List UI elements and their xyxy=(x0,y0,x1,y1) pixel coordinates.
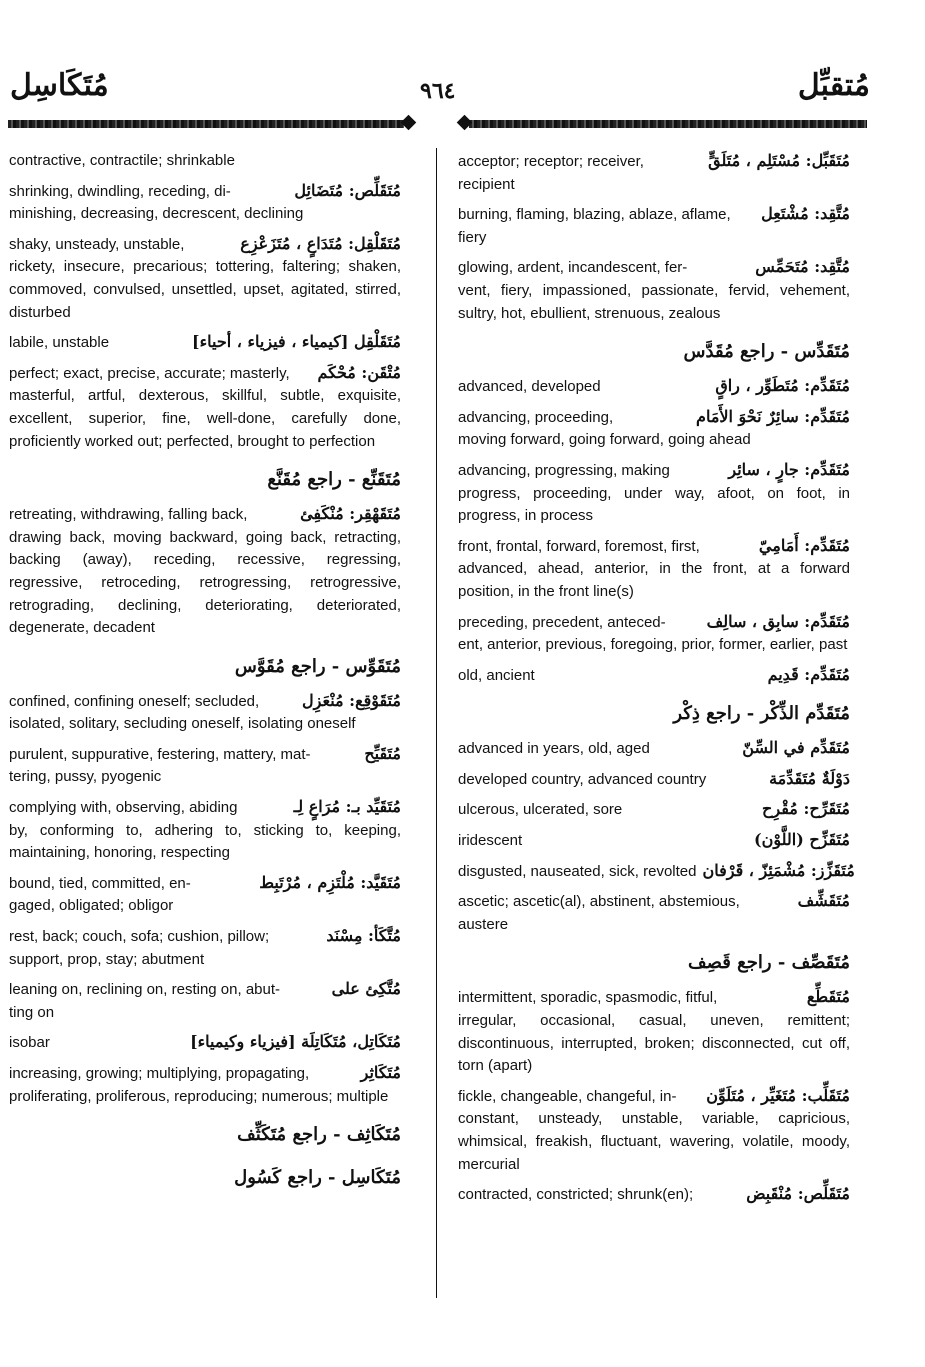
entry-definition-continuation: gaged, obligated; obligor xyxy=(9,897,174,915)
dictionary-entry xyxy=(9,925,401,971)
entry-definition-continuation: moving forward, going forward, going ahead xyxy=(458,431,751,449)
entry-definition-first-line: increasing, growing; multiplying, propagating, xyxy=(9,1065,310,1082)
dictionary-entry xyxy=(458,1183,850,1207)
entry-headword: مُتَقَلِّب: مُتَغَيِّر ، مُتَلَوِّن xyxy=(706,1085,850,1105)
dictionary-entry xyxy=(458,890,850,936)
dictionary-entry xyxy=(458,203,850,249)
dictionary-entry xyxy=(458,535,850,604)
cross-reference-entry: مُتَقَدِّس - راجع مُقَدَّس xyxy=(683,341,850,363)
entry-headword: مُتْقَن: مُحْكَم xyxy=(317,362,401,382)
dictionary-entry xyxy=(458,829,850,853)
entry-headword: مُتَقَيَّد: مُلْتَزِم ، مُرْتَبِط xyxy=(259,872,401,892)
entry-definition-continuation: ting on xyxy=(9,1003,55,1021)
entry-headword: مُتَقَهْقِر: مُنْكَفِئ xyxy=(300,504,401,524)
entry-definition-continuation: austere xyxy=(458,915,509,933)
entry-headword: مُتَقَلْقِل [كيمياء ، فيزياء ، أحياء] xyxy=(192,332,401,352)
dictionary-entry xyxy=(9,796,401,865)
entry-headword: مُتَقَلِّص: مُتَضَائِل xyxy=(294,180,401,200)
entry-definition-continuation: isolated, solitary, secluding oneself, isolating oneself xyxy=(9,715,356,733)
entry-headword: مُتَقَلْقِل: مُتَدَاعٍ ، مُتَزَعْزِع xyxy=(240,233,401,253)
dictionary-entry xyxy=(458,1085,850,1176)
entry-definition-continuation: drawing back, moving backward, going back, retracting, backing (away), receding, recessive, regressing, regressive, retroceding, retrogressing, retrogressive, retrograding, declining, deteriorating, deteriorated, degenerate, decadent xyxy=(9,528,401,637)
entry-definition-first-line: perfect; exact, precise, accurate; masterly, xyxy=(9,364,290,382)
dictionary-entry xyxy=(458,150,850,196)
entry-definition-continuation: rickety, insecure, precarious; tottering, faltering; shaken, commoved, convulsed, unsettled, upset, agitated, stirred, disturbed xyxy=(9,258,401,321)
entry-definition-continuation: by, conforming to, adhering to, sticking to, keeping, maintaining, honoring, respecting xyxy=(9,821,401,862)
continued-definition: contractive, contractile; shrinkable xyxy=(9,152,235,169)
entry-definition-first-line: contracted, constricted; shrunk(en); xyxy=(458,1186,694,1204)
entry-definition-first-line: preceding, precedent, anteced- xyxy=(458,613,666,631)
cross-reference-entry: مُتَكَاثِف - راجع مُتَكَثِّف xyxy=(237,1124,401,1146)
entry-definition-continuation: minishing, decreasing, decrescent, declining xyxy=(9,205,304,223)
entry-definition-first-line: disgusted, nauseated, sick, revolted xyxy=(458,862,697,880)
entry-definition-continuation: tering, pussy, pyogenic xyxy=(9,768,162,786)
entry-definition-first-line: developed country, advanced country xyxy=(458,770,707,788)
entry-definition-first-line: shrinking, dwindling, receding, di- xyxy=(9,182,231,200)
entry-definition-first-line: ascetic; ascetic(al), abstinent, abstemious, xyxy=(458,893,740,911)
dictionary-entry xyxy=(458,737,850,761)
entry-headword: مُتَقَدِّم: أَمَامِيّ xyxy=(758,535,850,555)
dictionary-entry xyxy=(9,978,401,1024)
dictionary-entry xyxy=(458,798,850,822)
right-column xyxy=(458,150,855,1214)
entry-headword: مُتَقَدِّم في السِّنّ xyxy=(742,738,850,758)
dictionary-entry xyxy=(9,362,401,453)
entry-definition-continuation: ent, anterior, previous, foregoing, prior, former, earlier, past xyxy=(458,636,848,654)
entry-definition-first-line: labile, unstable xyxy=(9,334,110,352)
dictionary-entry xyxy=(9,1062,401,1108)
entry-headword: مُتَّكِئ على xyxy=(331,979,401,999)
entry-headword: مُتَقَيِّح xyxy=(364,743,401,763)
entry-definition-first-line: isobar xyxy=(9,1034,50,1052)
cross-reference-entry: مُتَكَاسِل - راجع كَسُول xyxy=(234,1167,401,1189)
dictionary-entry xyxy=(458,860,855,884)
dictionary-entry xyxy=(9,690,401,736)
entry-headword: مُتَقَوْقِع: مُنْعَزِل xyxy=(302,690,401,710)
entry-definition-first-line: front, frontal, forward, foremost, first, xyxy=(458,537,700,555)
entry-definition-first-line: leaning on, reclining on, resting on, abut- xyxy=(9,981,281,999)
dictionary-entry xyxy=(9,743,401,789)
header-guide-word-left: مُتَكَاسِل xyxy=(10,68,109,103)
entry-definition-continuation: recipient xyxy=(458,175,515,193)
entry-definition-first-line: iridescent xyxy=(458,832,523,850)
entry-definition-continuation: progress, proceeding, under way, afoot, on foot, in progress, in process xyxy=(458,484,850,525)
entry-definition-first-line: retreating, withdrawing, falling back, xyxy=(9,506,248,524)
dictionary-entry xyxy=(458,459,850,528)
entry-definition-continuation: constant, unsteady, unstable, variable, capricious, whimsical, freakish, fluctuant, wavering, volatile, moody, mercurial xyxy=(458,1110,850,1173)
entry-definition-first-line: advanced, developed xyxy=(458,378,601,396)
entry-definition-continuation: vent, fiery, impassioned, passionate, fervid, vehement, sultry, hot, ebullient, strenuous, zealous xyxy=(458,281,850,322)
cross-reference-entry: مُتَقَصِّف - راجع قَصِف xyxy=(688,952,850,974)
dictionary-entry xyxy=(458,375,850,399)
entry-definition-first-line: bound, tied, committed, en- xyxy=(9,874,191,892)
entry-definition-continuation: support, prop, stay; abutment xyxy=(9,950,205,968)
dictionary-entry xyxy=(9,1031,401,1055)
dictionary-entry xyxy=(458,768,850,792)
dictionary-entry xyxy=(9,180,401,226)
dictionary-entry xyxy=(458,256,850,325)
entry-headword: مُتَقَدِّم: جارٍ ، سائِر xyxy=(728,459,850,479)
entry-definition-first-line: ulcerous, ulcerated, sore xyxy=(458,801,623,819)
entry-definition-first-line: advanced in years, old, aged xyxy=(458,740,650,758)
dictionary-entry xyxy=(458,986,850,1077)
dictionary-entry xyxy=(458,611,850,657)
header-guide-word-right: مُتقبِّل xyxy=(797,68,870,103)
left-column xyxy=(9,150,401,1201)
entry-definition-first-line: purulent, suppurative, festering, mattery, mat- xyxy=(9,745,311,763)
entry-headword: مُتَقَبِّل: مُسْتَلِم ، مُتَلَقٍّ xyxy=(708,151,850,170)
entry-headword: مُتَّقِد: مُشْتَعِل xyxy=(761,204,850,224)
entry-headword: مُتَقَدِّم: قَدِيم xyxy=(767,664,850,684)
entry-definition-first-line: fickle, changeable, changeful, in- xyxy=(458,1087,677,1105)
entry-definition-continuation: advanced, ahead, anterior, in the front, at a forward position, in the front line(s) xyxy=(458,560,850,600)
entry-headword: مُتَقَطِّع xyxy=(806,987,850,1007)
entry-headword: مُتَقَلِّص: مُنْقَبِض xyxy=(746,1184,850,1204)
entry-definition-continuation: masterful, artful, dexterous, skillful, subtle, exquisite, excellent, superior, fine, well-done, carefully done, proficiently worked out; perfected, brought to perfection xyxy=(9,387,401,450)
entry-definition-first-line: confined, confining oneself; secluded, xyxy=(9,692,260,710)
entry-definition-first-line: burning, flaming, blazing, ablaze, aflame, xyxy=(458,206,731,224)
entry-definition-first-line: advancing, progressing, making xyxy=(458,461,670,479)
dictionary-entry xyxy=(9,503,401,640)
entry-headword: مُتَّكَأ: مِسْنَد xyxy=(326,926,401,946)
entry-definition-first-line: shaky, unsteady, unstable, xyxy=(9,235,185,253)
entry-headword: مُتَقَرِّح: مُقْرِح xyxy=(762,799,850,819)
entry-headword: دَوْلَةٌ مُتَقَدِّمَة xyxy=(769,768,850,788)
entry-headword: مُتَقَدِّم: سابِق ، سالِف xyxy=(706,611,850,631)
cross-reference-entry: مُتَقَوِّس - راجع مُقَوَّس xyxy=(234,655,401,677)
entry-headword: مُتَقَزِّز: مُشْمَئِزّ ، قَرْفان xyxy=(702,860,855,880)
entry-headword: مُتَقَدِّم: مُتَطَوِّر ، راقٍ xyxy=(715,376,850,396)
column-divider xyxy=(436,148,437,1298)
entry-headword: مُتَّقِد: مُتَحَمِّس xyxy=(755,257,850,277)
entry-definition-first-line: rest, back; couch, sofa; cushion, pillow; xyxy=(9,928,270,946)
dictionary-entry xyxy=(458,406,850,452)
cross-reference-entry: مُتَقَنِّع - راجع مُقَنَّع xyxy=(267,469,401,491)
entry-headword: مُتَقَشِّف xyxy=(797,891,850,911)
page-number: ٩٦٤ xyxy=(420,78,456,104)
entry-headword: مُتَقَزِّح (اللَّوْن) xyxy=(754,830,850,850)
entry-headword: مُتَقَيِّد بـ: مُرَاعٍ لِـ xyxy=(293,797,401,817)
entry-definition-first-line: old, ancient xyxy=(458,666,535,684)
entry-headword: مُتَكَاثِر xyxy=(360,1063,401,1082)
header-ornamental-rule-right xyxy=(457,117,867,131)
entry-definition-first-line: acceptor; receptor; receiver, xyxy=(458,153,644,170)
entry-definition-first-line: glowing, ardent, incandescent, fer- xyxy=(458,259,688,277)
dictionary-entry xyxy=(9,872,401,918)
entry-headword: مُتَقَدِّم: سائِرٌ نَحْوَ الأَمَام xyxy=(696,406,850,426)
entry-headword: مُتَكَاتِل، مُتَكَاتِلَة [فيزياء وكيمياء] xyxy=(190,1032,401,1052)
cross-reference-entry: مُتَقَدِّم الذِّكْر - راجع ذِكْر xyxy=(673,703,850,725)
dictionary-entry xyxy=(9,331,401,355)
dictionary-entry xyxy=(458,664,850,688)
entry-definition-first-line: intermittent, sporadic, spasmodic, fitful, xyxy=(458,989,718,1007)
dictionary-entry xyxy=(9,233,401,324)
entry-definition-continuation: fiery xyxy=(458,228,487,246)
header-ornamental-rule-left xyxy=(8,117,416,131)
entry-definition-first-line: complying with, observing, abiding xyxy=(9,799,238,817)
entry-definition-continuation: irregular, occasional, casual, uneven, remittent; discontinuous, interrupted, broken; disconnected, cut off, torn (apart) xyxy=(458,1012,850,1075)
entry-definition-first-line: advancing, proceeding, xyxy=(458,408,614,426)
entry-definition-continuation: proliferating, proliferous, reproducing; numerous; multiple xyxy=(9,1087,389,1105)
